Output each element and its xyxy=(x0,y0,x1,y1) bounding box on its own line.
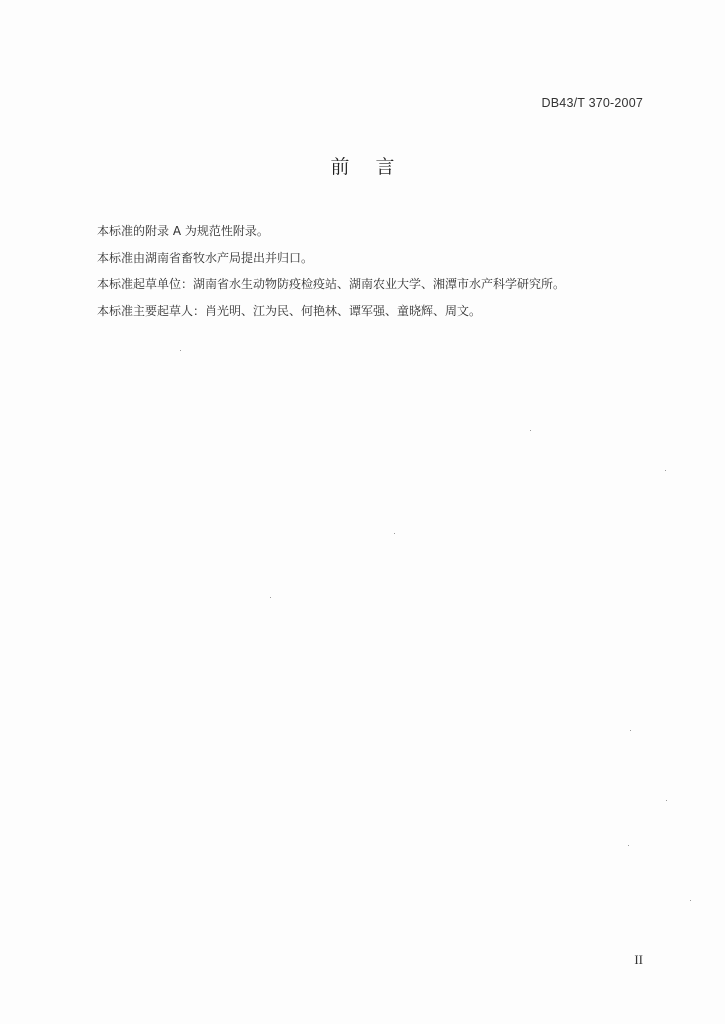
preface-line-proposer: 本标准由湖南省畜牧水产局提出并归口。 xyxy=(97,250,314,265)
preface-body xyxy=(97,218,637,324)
scan-speck xyxy=(628,845,629,846)
scan-speck xyxy=(530,430,531,431)
scan-speck xyxy=(666,800,667,801)
scan-speck xyxy=(665,470,666,471)
preface-line-drafting-units: 本标准起草单位：湖南省水生动物防疫检疫站、湖南农业大学、湘潭市水产科学研究所。 xyxy=(97,277,566,291)
page-number: II xyxy=(634,952,643,967)
preface-line-drafters: 本标准主要起草人：肖光明、江为民、何艳林、谭军强、童晓辉、周文。 xyxy=(97,303,482,318)
scan-speck xyxy=(690,900,691,901)
scan-speck xyxy=(630,730,631,731)
scan-speck xyxy=(270,597,271,598)
document-code: DB43/T 370-2007 xyxy=(541,96,643,110)
page-title: 前言 xyxy=(330,156,421,178)
scan-speck xyxy=(394,533,395,534)
scan-speck xyxy=(180,350,181,351)
preface-line-annex: 本标准的附录 A 为规范性附录。 xyxy=(97,224,269,238)
